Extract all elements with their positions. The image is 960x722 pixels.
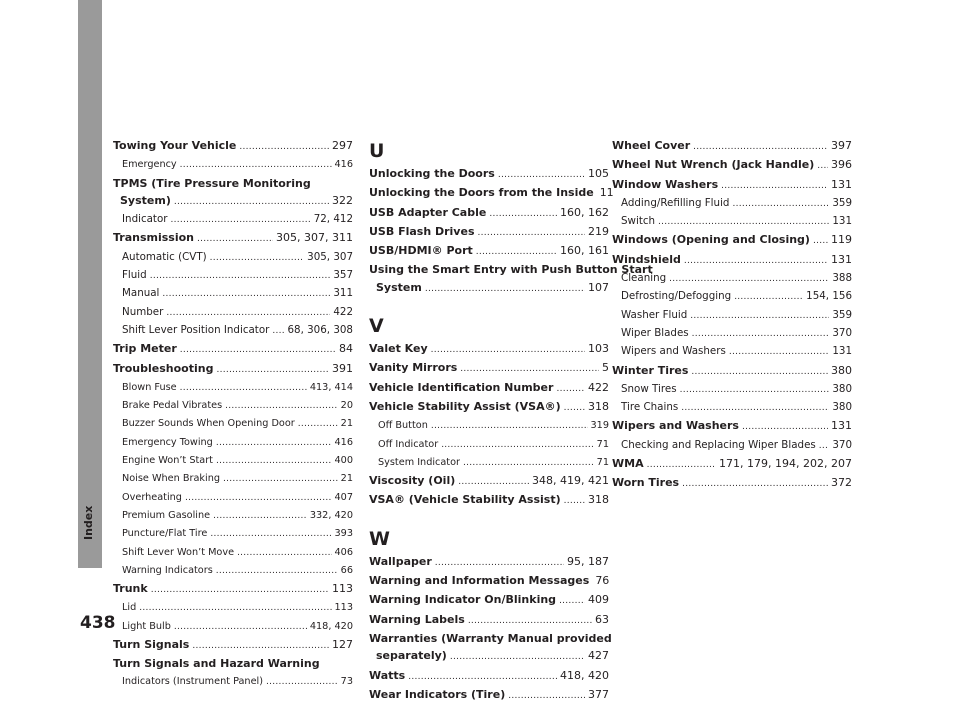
index-subentry[interactable]: Tire Chains . . . 380	[612, 399, 852, 417]
page-number: 438	[80, 613, 116, 633]
index-column-2	[369, 137, 653, 705]
index-entry[interactable]: WMA . . . 171, 179, 194, 202, 207	[612, 455, 852, 474]
index-subentry[interactable]: Cleaning . . . 388	[612, 270, 852, 288]
index-subentry[interactable]: Washer Fluid . . . 359	[612, 307, 852, 325]
index-subentry[interactable]: Brake Pedal Vibrates . . . 20	[113, 397, 353, 415]
index-subentry[interactable]: Indicators (Instrument Panel) . . . 73	[113, 673, 353, 691]
index-entry[interactable]: Warning Labels . . . 63	[369, 611, 609, 630]
index-entry[interactable]: Transmission . . . 305, 307, 311	[113, 229, 353, 248]
index-subentry[interactable]: Shift Lever Position Indicator . . . 68, 306, 308	[113, 322, 353, 340]
index-subentry[interactable]: Buzzer Sounds When Opening Door . . . 21	[113, 415, 353, 433]
section-letter-u: U	[369, 140, 385, 162]
index-column-1	[113, 137, 353, 691]
index-entry[interactable]: Trip Meter . . . 84	[113, 340, 353, 359]
section-tab-label: Index	[82, 505, 95, 540]
index-entry[interactable]: Unlocking the Doors from the Inside 11	[369, 186, 614, 200]
index-entry[interactable]: Wheel Nut Wrench (Jack Handle) . . . 396	[612, 156, 852, 175]
index-entry[interactable]: Towing Your Vehicle . . . 297	[113, 137, 353, 156]
section-letter-w: W	[369, 527, 390, 550]
index-entry[interactable]: Valet Key . . . 103	[369, 340, 609, 359]
index-entry[interactable]: Vanity Mirrors . . . 5	[369, 359, 609, 378]
index-subentry[interactable]: Automatic (CVT) . . . 305, 307	[113, 249, 353, 267]
index-subentry[interactable]: Warning Indicators . . . 66	[113, 562, 353, 580]
index-entry[interactable]: VSA® (Vehicle Stability Assist) . . . 318	[369, 491, 609, 510]
index-entry[interactable]: Wear Indicators (Tire) . . . 377	[369, 686, 609, 705]
index-entry[interactable]: Viscosity (Oil) . . . 348, 419, 421	[369, 472, 609, 491]
index-entry[interactable]: Turn Signals . . . 127	[113, 636, 353, 655]
index-subentry[interactable]: Wiper Blades . . . 370	[612, 325, 852, 343]
section-tab	[78, 0, 102, 568]
index-subentry[interactable]: Off Button . . . 319	[369, 417, 609, 435]
index-entry[interactable]: USB/HDMI® Port . . . 160, 161	[369, 242, 609, 261]
index-entry[interactable]: Wipers and Washers . . . 131	[612, 417, 852, 436]
index-subentry[interactable]: Manual . . . 311	[113, 285, 353, 303]
index-subentry[interactable]: Blown Fuse . . . 413, 414	[113, 379, 353, 397]
index-subentry[interactable]: Puncture/Flat Tire . . . 393	[113, 525, 353, 543]
index-subentry[interactable]: Noise When Braking . . . 21	[113, 470, 353, 488]
index-entry[interactable]: USB Adapter Cable . . . 160, 162	[369, 204, 609, 223]
index-subentry[interactable]: Emergency . . . 416	[113, 156, 353, 174]
index-entry[interactable]: System . . . 107	[369, 279, 609, 298]
index-entry[interactable]: Warning Indicator On/Blinking . . . 409	[369, 591, 609, 610]
index-entry-heading: TPMS (Tire Pressure Monitoring	[113, 176, 311, 190]
index-entry[interactable]: separately) . . . 427	[369, 647, 609, 666]
index-entry[interactable]: Vehicle Stability Assist (VSA®) . . . 318	[369, 398, 609, 417]
index-subentry[interactable]: Snow Tires . . . 380	[612, 381, 852, 399]
index-entry-heading: Turn Signals and Hazard Warning	[113, 657, 320, 671]
index-subentry[interactable]: Light Bulb . . . 418, 420	[113, 618, 353, 636]
index-subentry[interactable]: Defrosting/Defogging . . . 154, 156	[612, 288, 852, 306]
index-subentry[interactable]: Shift Lever Won’t Move . . . 406	[113, 544, 353, 562]
index-subentry[interactable]: Overheating . . . 407	[113, 489, 353, 507]
index-entry[interactable]: Windshield . . . 131	[612, 251, 852, 270]
index-subentry[interactable]: Checking and Replacing Wiper Blades . . . 370	[612, 437, 852, 455]
index-entry[interactable]: Vehicle Identification Number . . . 422	[369, 379, 609, 398]
index-subentry[interactable]: Switch . . . 131	[612, 213, 852, 231]
section-letter-v: V	[369, 315, 384, 338]
index-subentry[interactable]: Adding/Refilling Fluid . . . 359	[612, 195, 852, 213]
index-entry[interactable]: Watts . . . 418, 420	[369, 667, 609, 686]
index-entry[interactable]: Worn Tires . . . 372	[612, 474, 852, 493]
index-subentry[interactable]: Off Indicator . . . 71	[369, 436, 609, 454]
index-entry[interactable]: Winter Tires . . . 380	[612, 362, 852, 381]
index-entry[interactable]: Windows (Opening and Closing) . . . 119	[612, 231, 852, 250]
index-entry[interactable]: System) . . . 322	[113, 192, 353, 211]
index-entry-heading: Using the Smart Entry with Push Button Start	[369, 263, 653, 277]
index-subentry[interactable]: Indicator . . . 72, 412	[113, 211, 353, 229]
index-entry[interactable]: Warning and Information Messages 76	[369, 574, 610, 588]
index-column-3	[612, 137, 852, 494]
index-subentry[interactable]: Premium Gasoline . . . 332, 420	[113, 507, 353, 525]
index-subentry[interactable]: Engine Won’t Start . . . 400	[113, 452, 353, 470]
index-entry[interactable]: USB Flash Drives . . . 219	[369, 223, 609, 242]
index-subentry[interactable]: Wipers and Washers . . . 131	[612, 343, 852, 361]
index-subentry[interactable]: Lid . . . 113	[113, 599, 353, 617]
index-subentry[interactable]: System Indicator . . . 71	[369, 454, 609, 472]
index-entry[interactable]: Window Washers . . . 131	[612, 176, 852, 195]
index-entry[interactable]: Wheel Cover . . . 397	[612, 137, 852, 156]
index-subentry[interactable]: Number . . . 422	[113, 304, 353, 322]
index-entry[interactable]: Troubleshooting . . . 391	[113, 360, 353, 379]
index-subentry[interactable]: Emergency Towing . . . 416	[113, 434, 353, 452]
index-entry-heading: Warranties (Warranty Manual provided	[369, 631, 612, 645]
index-subentry[interactable]: Fluid . . . 357	[113, 267, 353, 285]
index-entry[interactable]: Unlocking the Doors . . . 105	[369, 165, 609, 184]
index-entry[interactable]: Trunk . . . 113	[113, 580, 353, 599]
index-entry[interactable]: Wallpaper . . . 95, 187	[369, 553, 609, 572]
